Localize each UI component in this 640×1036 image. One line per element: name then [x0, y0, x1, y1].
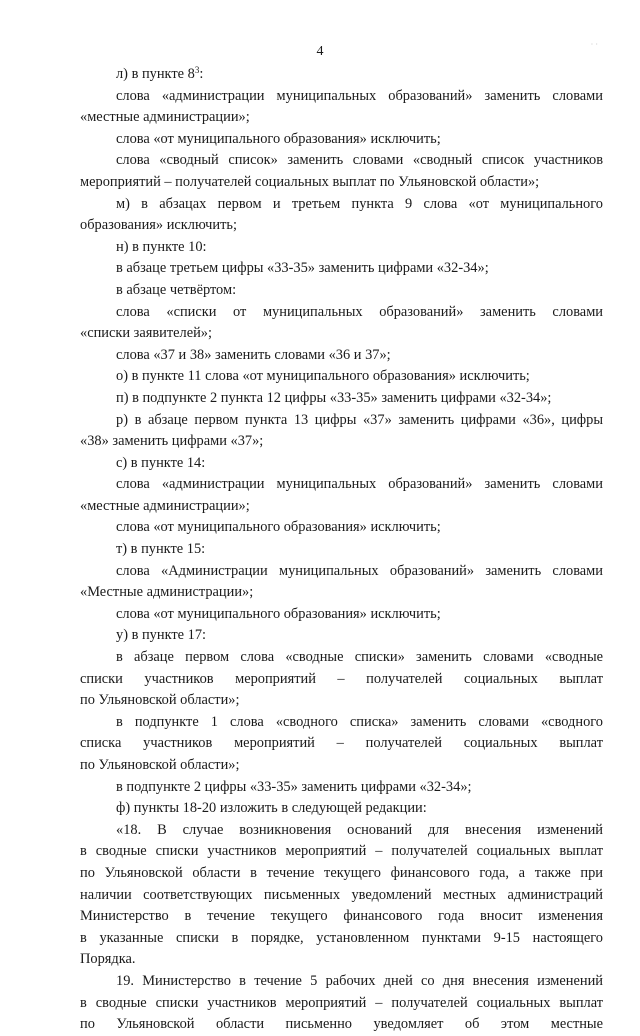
- text-line: [80, 712, 603, 734]
- line-text: по Ульяновской области в течение текущего финансового года, а также при: [80, 864, 603, 881]
- text-line: [80, 237, 603, 259]
- line-text: по Ульяновской области письменно уведомляет об этом местные: [80, 1016, 603, 1033]
- text-line: [80, 949, 603, 971]
- text-line: [80, 129, 603, 151]
- text-line: [80, 755, 603, 777]
- corner-mark: · ·: [590, 40, 598, 49]
- line-text: образования» исключить;: [80, 217, 237, 234]
- text-line: [80, 474, 603, 496]
- line-text: слова «от муниципального образования» исключить;: [116, 519, 441, 536]
- text-line: [80, 582, 603, 604]
- text-line: [80, 690, 603, 712]
- line-text: наличии соответствующих письменных уведомлений местных администраций: [80, 886, 603, 903]
- text-line: [80, 366, 603, 388]
- line-text: в сводные списки участников мероприятий – получателей социальных выплат: [80, 843, 603, 860]
- line-text: списка участников мероприятий – получателей социальных выплат: [80, 735, 603, 752]
- line-text: слова «Администрации муниципальных образований» заменить словами: [116, 562, 603, 579]
- line-text: «18. В случае возникновения оснований для внесения изменений: [116, 821, 603, 838]
- line-text: «местные администрации»;: [80, 109, 250, 126]
- text-line: [80, 1014, 603, 1036]
- text-line: [80, 431, 603, 453]
- line-text: «Местные администрации»;: [80, 584, 254, 601]
- text-line: [80, 215, 603, 237]
- text-line: [80, 885, 603, 907]
- line-text: м) в абзацах первом и третьем пункта 9 слова «от муниципального: [116, 195, 603, 212]
- document-body: [80, 64, 603, 1036]
- text-line: [80, 150, 603, 172]
- text-line: [80, 669, 603, 691]
- line-text: в указанные списки в порядке, установленном пунктами 9-15 настоящего: [80, 929, 603, 946]
- line-text: мероприятий – получателей социальных выплат по Ульяновской области»;: [80, 173, 540, 190]
- line-text: в подпункте 1 слова «сводного списка» заменить словами «сводного: [116, 713, 603, 730]
- text-line: [80, 194, 603, 216]
- text-line: [80, 517, 603, 539]
- text-line: [80, 647, 603, 669]
- text-line: [80, 625, 603, 647]
- line-text: в абзаце четвёртом:: [116, 281, 237, 298]
- text-line: [80, 107, 603, 129]
- text-line: [80, 539, 603, 561]
- line-text: н) в пункте 10:: [116, 238, 207, 255]
- line-text: по Ульяновской области»;: [80, 692, 240, 709]
- line-text: Министерство в течение текущего финансового года вносит изменения: [80, 908, 603, 925]
- line-text: «списки заявителей»;: [80, 325, 212, 342]
- line-text: слова «от муниципального образования» исключить;: [116, 605, 441, 622]
- line-text: в подпункте 2 цифры «33-35» заменить цифрами «32-34»;: [116, 778, 472, 795]
- text-line: [80, 496, 603, 518]
- text-line: [80, 993, 603, 1015]
- text-line: [80, 863, 603, 885]
- text-line: [80, 258, 603, 280]
- text-line: [80, 928, 603, 950]
- line-text: в сводные списки участников мероприятий – получателей социальных выплат: [80, 994, 603, 1011]
- line-text: слова «списки от муниципальных образований» заменить словами: [116, 303, 603, 320]
- text-line: [80, 906, 603, 928]
- page-number: 4: [316, 44, 324, 59]
- line-text: с) в пункте 14:: [116, 454, 206, 471]
- text-line: [80, 388, 603, 410]
- text-line: [80, 172, 603, 194]
- text-line: [80, 777, 603, 799]
- text-line: [80, 64, 603, 86]
- line-text: 19. Министерство в течение 5 рабочих дней со дня внесения изменений: [116, 972, 603, 989]
- line-text: у) в пункте 17:: [116, 627, 207, 644]
- text-line: [80, 798, 603, 820]
- line-text: списки участников мероприятий – получателей социальных выплат: [80, 670, 603, 687]
- line-text: в абзаце третьем цифры «33-35» заменить цифрами «32-34»;: [116, 260, 489, 277]
- text-line: [80, 86, 603, 108]
- text-line: [80, 841, 603, 863]
- line-text: ф) пункты 18-20 изложить в следующей редакции:: [116, 800, 427, 817]
- line-text: «местные администрации»;: [80, 497, 250, 514]
- line-text: Порядка.: [80, 951, 136, 968]
- line-text: по Ульяновской области»;: [80, 757, 240, 773]
- text-line: [80, 302, 603, 324]
- line-text: р) в абзаце первом пункта 13 цифры «37» заменить цифрами «36», цифры: [116, 411, 603, 428]
- line-text: слова «сводный список» заменить словами «сводный список участников: [116, 152, 603, 169]
- text-line: [80, 323, 603, 345]
- line-text: слова «администрации муниципальных образований» заменить словами: [116, 476, 603, 493]
- line-text: слова «37 и 38» заменить словами «36 и 37»;: [116, 346, 391, 363]
- text-line: [80, 820, 603, 842]
- text-line: [80, 410, 603, 432]
- line-text: л) в пункте 8: [116, 66, 195, 82]
- line-text: в абзаце первом слова «сводные списки» заменить словами «сводные: [116, 649, 603, 666]
- line-tail: :: [199, 66, 204, 82]
- text-line: [80, 971, 603, 993]
- line-text: п) в подпункте 2 пункта 12 цифры «33-35» заменить цифрами «32-34»;: [116, 389, 552, 406]
- text-line: [80, 280, 603, 302]
- line-text: о) в пункте 11 слова «от муниципального образования» исключить;: [116, 368, 530, 385]
- text-line: [80, 561, 603, 583]
- superscript: 3: [194, 65, 200, 75]
- text-line: [80, 604, 603, 626]
- line-text: «38» заменить цифрами «37»;: [80, 433, 264, 450]
- text-line: [80, 453, 603, 475]
- text-line: [80, 345, 603, 367]
- text-line: [80, 733, 603, 755]
- line-text: слова «от муниципального образования» исключить;: [116, 130, 441, 147]
- line-text: слова «администрации муниципальных образований» заменить словами: [116, 87, 603, 104]
- line-text: т) в пункте 15:: [116, 541, 206, 558]
